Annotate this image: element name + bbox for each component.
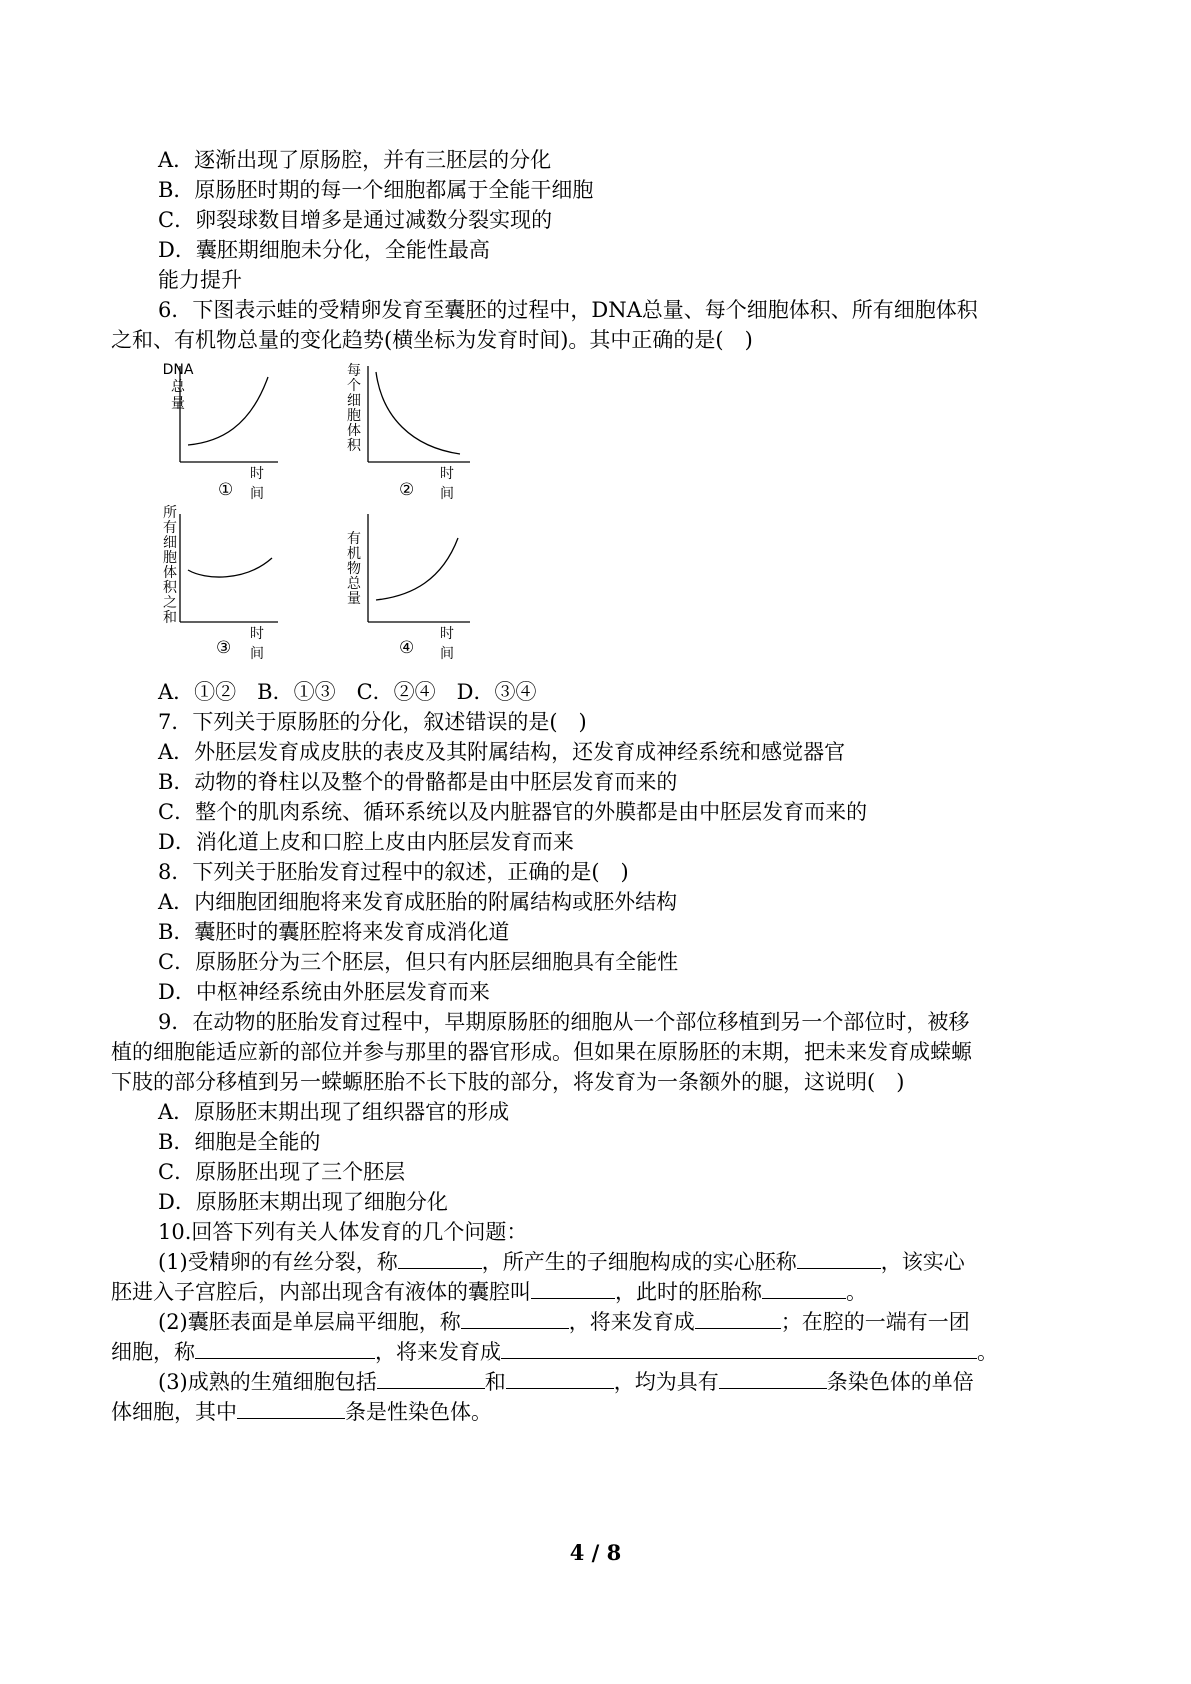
chart-3-number: ③ xyxy=(216,638,232,658)
q8-option-c: C．原肠胚分为三个胚层，但只有内胚层细胞具有全能性 xyxy=(158,950,679,974)
chart-1-xlabel: 时间 xyxy=(250,466,264,502)
chart-2-xlabel: 时间 xyxy=(440,466,454,502)
q8-stem: 8．下列关于胚胎发育过程中的叙述，正确的是( ) xyxy=(158,860,629,884)
chart-3-plot xyxy=(150,510,290,650)
q10-part2-line1 xyxy=(158,1306,1091,1338)
q10-text: ，此时的胚胎称 xyxy=(615,1280,762,1304)
chart-1-ylabel: DNA 总 量 xyxy=(162,362,194,412)
answer-blank[interactable] xyxy=(506,1366,614,1389)
q9-stem-line1: 9．在动物的胚胎发育过程中，早期原肠胚的细胞从一个部位移植到另一个部位时，被移 xyxy=(158,1010,970,1034)
answer-blank[interactable] xyxy=(719,1366,827,1389)
q8-option-d: D．中枢神经系统由外胚层发育而来 xyxy=(158,980,490,1004)
q10-text: 细胞，称 xyxy=(111,1340,195,1364)
answer-blank[interactable] xyxy=(797,1246,881,1269)
q10-text: ，将来发育成 xyxy=(568,1310,695,1334)
section-heading: 能力提升 xyxy=(158,268,242,292)
q10-text: (3)成熟的生殖细胞包括 xyxy=(158,1370,377,1394)
q10-text: (1)受精卵的有丝分裂，称 xyxy=(158,1250,398,1274)
q10-text: 和 xyxy=(484,1370,506,1394)
q10-text: 。 xyxy=(977,1340,998,1364)
q10-part3-line2 xyxy=(111,1396,1091,1428)
answer-blank[interactable] xyxy=(237,1396,345,1419)
q9-stem-line2: 植的细胞能适应新的部位并参与那里的器官形成。但如果在原肠胚的末期，把未来发育成蝾螈 xyxy=(111,1040,972,1064)
q9-stem-line3: 下肢的部分移植到另一蝾螈胚胎不长下肢的部分，将发育为一条额外的腿，这说明( ) xyxy=(111,1070,905,1094)
answer-blank[interactable] xyxy=(377,1366,485,1389)
q10-part2-line2 xyxy=(111,1336,1091,1368)
q7-option-d: D．消化道上皮和口腔上皮由内胚层发育而来 xyxy=(158,830,574,854)
chart-3-ylabel: 所 有 细 胞 体 积 之 和 xyxy=(163,505,177,626)
q10-text: 体细胞，其中 xyxy=(111,1400,237,1424)
q9-option-a: A．原肠胚末期出现了组织器官的形成 xyxy=(158,1100,510,1124)
answer-blank[interactable] xyxy=(501,1336,977,1359)
q10-text: 条染色体的单倍 xyxy=(826,1370,974,1394)
q7-option-a: A．外胚层发育成皮肤的表皮及其附属结构，还发育成神经系统和感觉器官 xyxy=(158,740,846,764)
q7-option-b: B．动物的脊柱以及整个的骨骼都是由中胚层发育而来的 xyxy=(158,770,678,794)
q8-option-b: B．囊胚时的囊胚腔将来发育成消化道 xyxy=(158,920,510,944)
q10-part1-line2 xyxy=(111,1276,1091,1308)
answer-blank[interactable] xyxy=(531,1276,615,1299)
answer-blank[interactable] xyxy=(461,1306,569,1329)
chart-3-xlabel: 时间 xyxy=(250,626,264,662)
q9-option-b: B．细胞是全能的 xyxy=(158,1130,321,1154)
chart-2-ylabel: 每 个 细 胞 体 积 xyxy=(347,363,361,454)
q10-text: ，将来发育成 xyxy=(375,1340,501,1364)
q10-text: 条是性染色体。 xyxy=(345,1400,492,1424)
q10-text: (2)囊胚表面是单层扁平细胞，称 xyxy=(158,1310,461,1334)
q5-option-a: A．逐渐出现了原肠腔，并有三胚层的分化 xyxy=(158,148,552,172)
answer-blank[interactable] xyxy=(762,1276,846,1299)
chart-4-number: ④ xyxy=(399,638,415,658)
q6-stem-line1: 6．下图表示蛙的受精卵发育至囊胚的过程中，DNA总量、每个细胞体积、所有细胞体积 xyxy=(158,298,978,322)
q9-option-d: D．原肠胚末期出现了细胞分化 xyxy=(158,1190,448,1214)
chart-2-number: ② xyxy=(399,480,415,500)
q5-option-b: B．原肠胚时期的每一个细胞都属于全能干细胞 xyxy=(158,178,594,202)
chart-4-ylabel: 有 机 物 总 量 xyxy=(347,531,361,607)
q10-part3-line1 xyxy=(158,1366,1091,1398)
q10-text: 。 xyxy=(846,1280,867,1304)
answer-blank[interactable] xyxy=(695,1306,781,1329)
q6-options: A．①② B．①③ C．②④ D．③④ xyxy=(158,680,537,704)
q10-text: ，所产生的子细胞构成的实心胚称 xyxy=(481,1250,797,1274)
q10-stem: 10.回答下列有关人体发育的几个问题： xyxy=(158,1220,528,1244)
q9-option-c: C．原肠胚出现了三个胚层 xyxy=(158,1160,406,1184)
q10-part1-line1 xyxy=(158,1246,1091,1278)
q6-stem-line2: 之和、有机物总量的变化趋势(横坐标为发育时间)。其中正确的是( ) xyxy=(111,328,753,352)
q10-text: ；在腔的一端有一团 xyxy=(780,1310,970,1334)
chart-4-xlabel: 时间 xyxy=(440,626,454,662)
answer-blank[interactable] xyxy=(398,1246,482,1269)
q8-option-a: A．内细胞团细胞将来发育成胚胎的附属结构或胚外结构 xyxy=(158,890,678,914)
page-number: 4 / 8 xyxy=(569,1540,622,1565)
answer-blank[interactable] xyxy=(195,1336,375,1359)
q7-stem: 7．下列关于原肠胚的分化，叙述错误的是( ) xyxy=(158,710,587,734)
chart-1-number: ① xyxy=(218,480,234,500)
q10-text: ，该实心 xyxy=(880,1250,965,1274)
q5-option-c: C．卵裂球数目增多是通过减数分裂实现的 xyxy=(158,208,553,232)
chart-4-plot xyxy=(342,510,482,650)
q10-text: ，均为具有 xyxy=(613,1370,719,1394)
q5-option-d: D．囊胚期细胞未分化，全能性最高 xyxy=(158,238,490,262)
q10-text: 胚进入子宫腔后，内部出现含有液体的囊腔叫 xyxy=(111,1280,531,1304)
q7-option-c: C．整个的肌肉系统、循环系统以及内脏器官的外膜都是由中胚层发育而来的 xyxy=(158,800,868,824)
